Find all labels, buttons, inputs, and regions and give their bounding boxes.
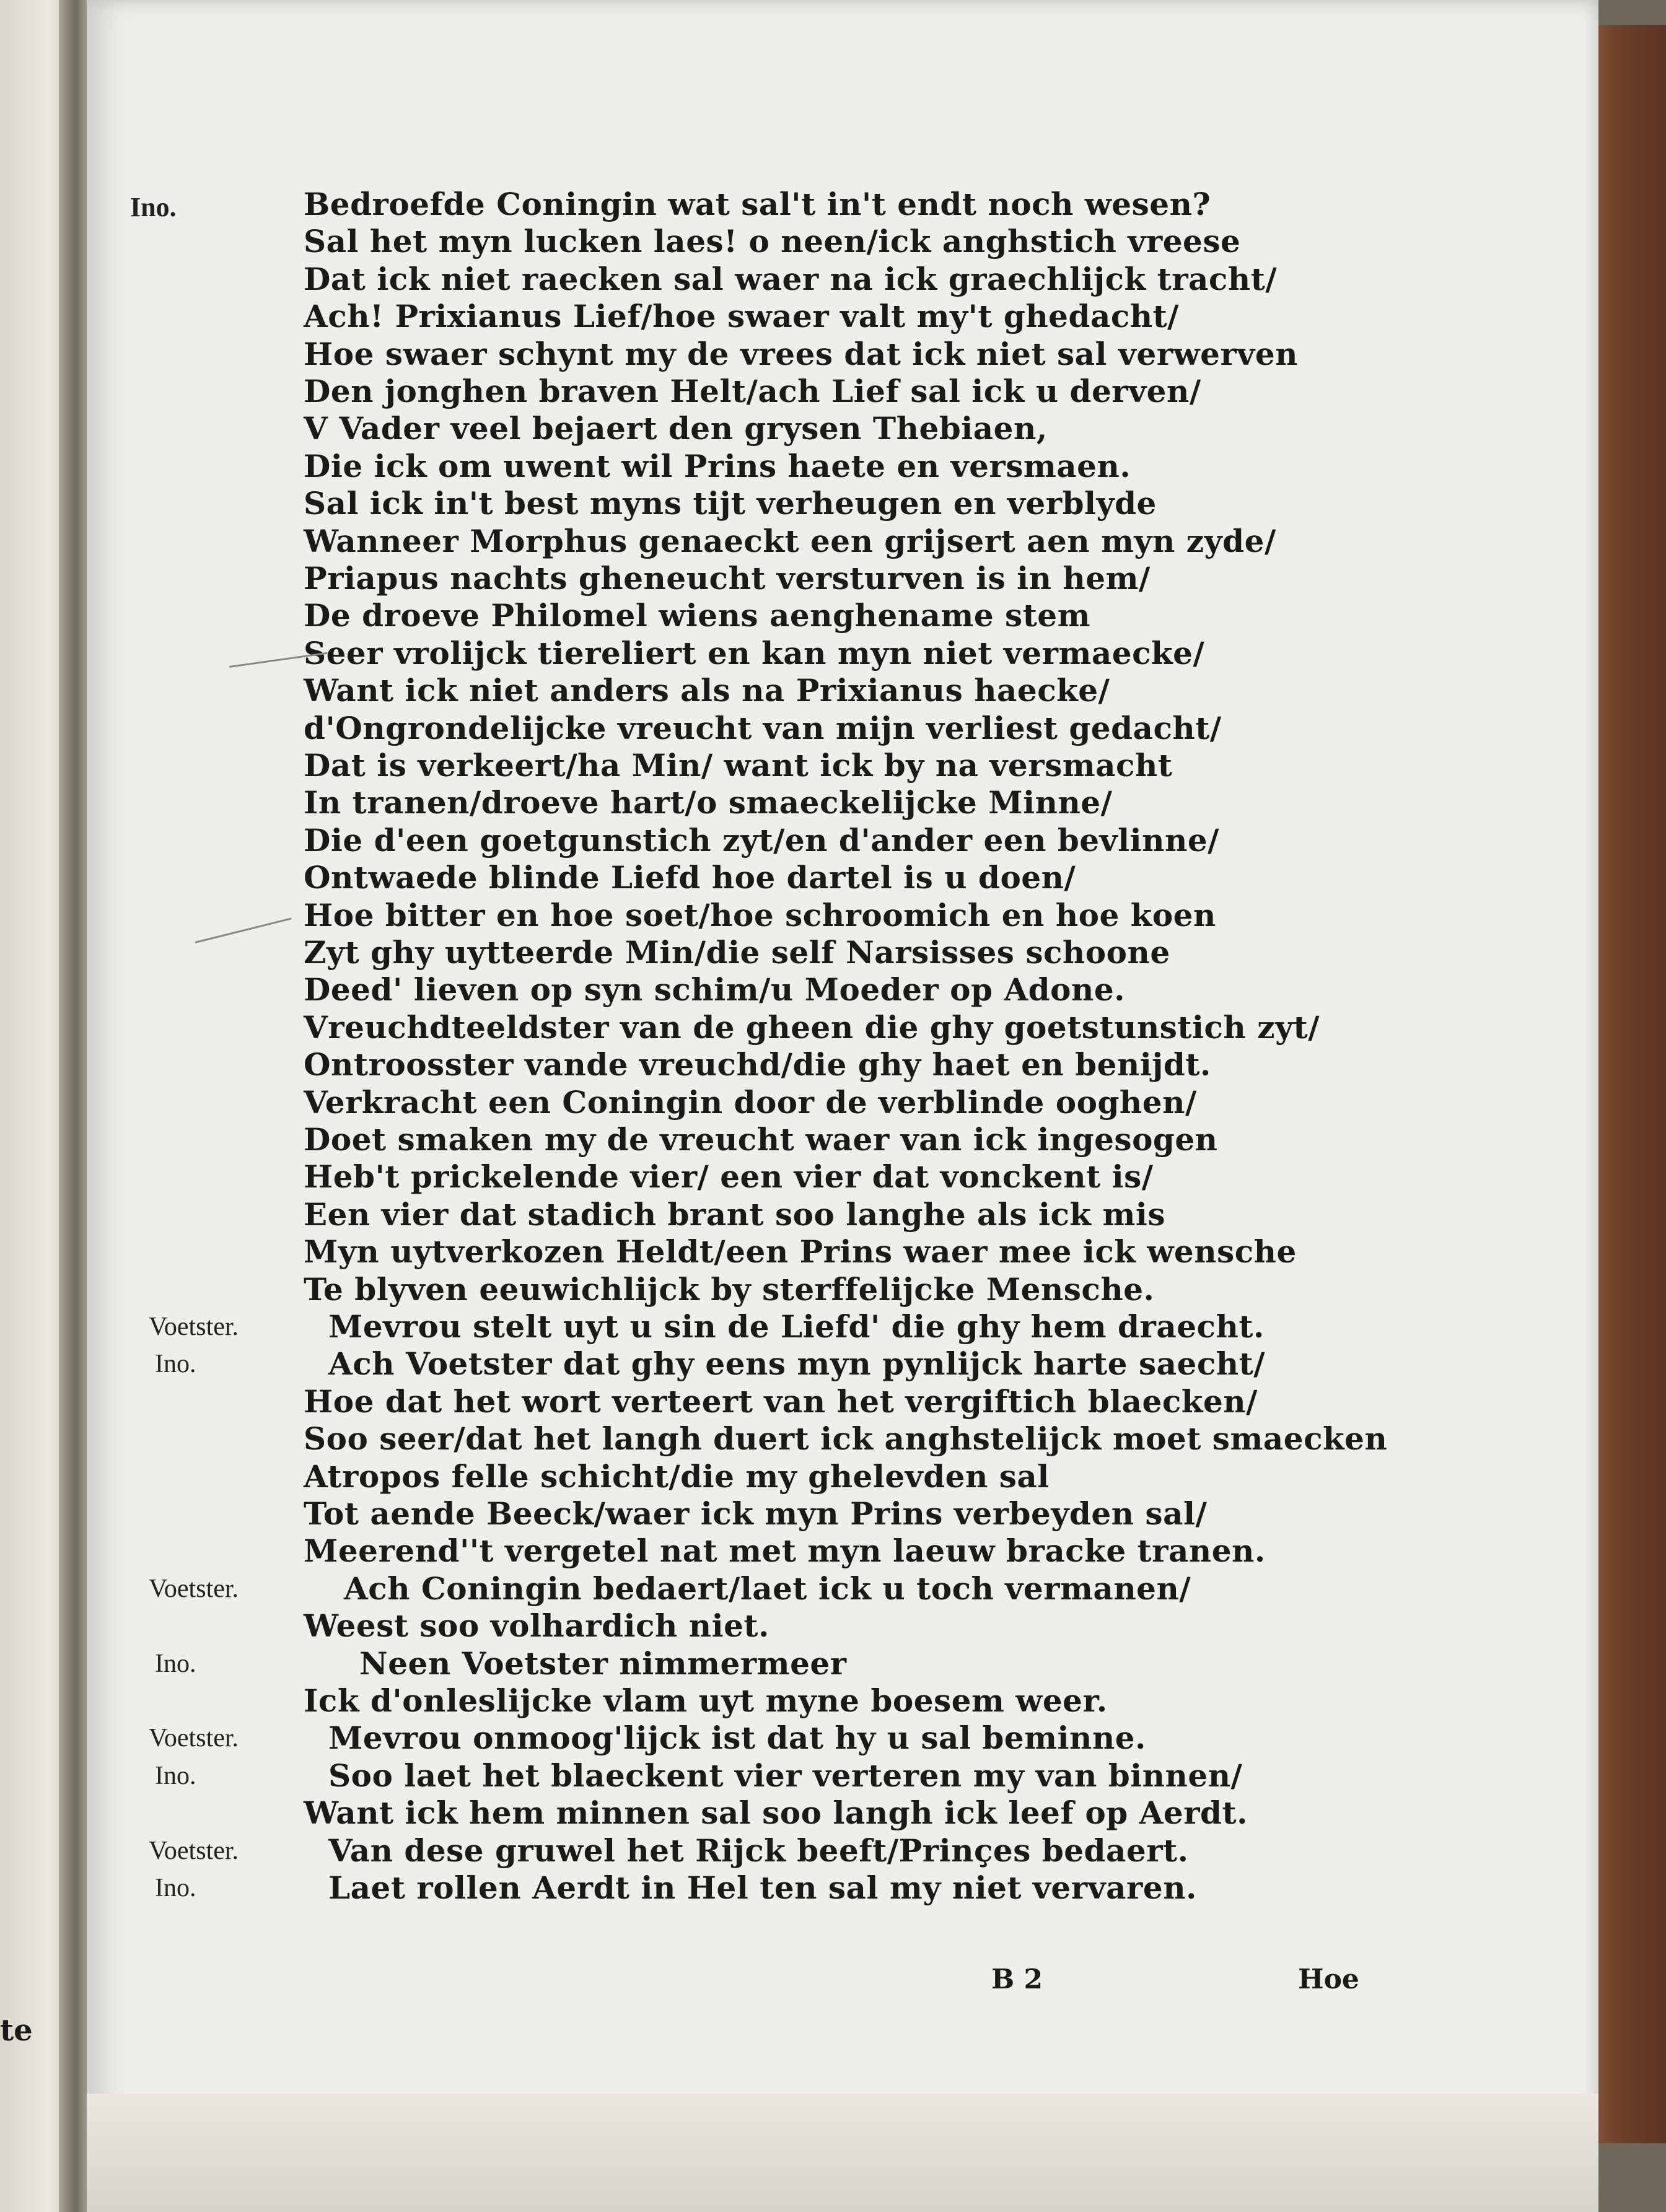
speaker-label: Voetster.	[149, 1724, 239, 1752]
verse-line: Den jonghen braven Helt/ach Lief sal ick u derven/	[304, 373, 1201, 409]
verse-line: Te blyven eeuwichlijck by sterffelijcke Mensche.	[304, 1271, 1155, 1308]
verse-line: Zyt ghy uytteerde Min/die self Narsisses schoone	[304, 934, 1170, 971]
verse-line: Die ick om uwent wil Prins haete en versmaen.	[304, 448, 1131, 484]
verse-line: Hoe bitter en hoe soet/hoe schroomich en hoe koen	[304, 897, 1216, 933]
verse-line: Hoe dat het wort verteert van het vergiftich blaecken/	[304, 1383, 1258, 1420]
verse-line: Mevrou onmoog'lijck ist dat hy u sal beminne.	[328, 1720, 1146, 1756]
speaker-label: Voetster.	[149, 1313, 239, 1341]
verse-line: Wanneer Morphus genaeckt een grijsert aen myn zyde/	[304, 523, 1276, 559]
verse-line: Ach Voetster dat ghy eens myn pynlijck harte saecht/	[328, 1345, 1266, 1382]
speaker-label: Ino.	[155, 1874, 196, 1902]
verse-line: Myn uytverkozen Heldt/een Prins waer mee ick wensche	[304, 1233, 1297, 1270]
verse-line: Ach! Prixianus Lief/hoe swaer valt my't ghedacht/	[304, 298, 1180, 334]
verse-line: Weest soo volhardich niet.	[304, 1607, 769, 1644]
verse-line: Want ick niet anders als na Prixianus haecke/	[304, 672, 1110, 709]
verse-line: Heb't prickelende vier/ een vier dat vonckent is/	[304, 1158, 1154, 1195]
verse-line: Doet smaken my de vreucht waer van ick ingesogen	[304, 1121, 1218, 1158]
verse-line: Atropos felle schicht/die my ghelevden sal	[304, 1458, 1050, 1495]
verse-line: De droeve Philomel wiens aenghename stem	[304, 597, 1090, 634]
catchword: Hoe	[1298, 1964, 1359, 1995]
verse-line: Die d'een goetgunstich zyt/en d'ander een bevlinne/	[304, 822, 1219, 859]
speaker-label: Ino.	[155, 1350, 196, 1378]
verse-line: Ontwaede blinde Liefd hoe dartel is u doen/	[304, 859, 1076, 896]
verse-line: Verkracht een Coningin door de verblinde ooghen/	[304, 1084, 1197, 1121]
signature-mark: B 2	[991, 1964, 1043, 1995]
verse-line: Soo laet het blaeckent vier verteren my van binnen/	[328, 1757, 1243, 1794]
verse-line: Mevrou stelt uyt u sin de Liefd' die ghy hem draecht.	[328, 1308, 1265, 1345]
facing-page	[0, 0, 68, 2212]
verse-line: Soo seer/dat het langh duert ick anghstelijck moet smaecken	[304, 1420, 1388, 1457]
verse-line: Ach Coningin bedaert/laet ick u toch vermanen/	[344, 1570, 1191, 1607]
verse-line: Een vier dat stadich brant soo langhe als ick mis	[304, 1196, 1166, 1233]
verse-line: Neen Voetster nimmermeer	[359, 1645, 847, 1682]
verse-line: d'Ongrondelijcke vreucht van mijn verliest gedacht/	[304, 710, 1222, 746]
verse-line: Deed' lieven op syn schim/u Moeder op Adone.	[304, 971, 1126, 1008]
page-bottom-edge	[87, 2094, 1598, 2212]
verse-line: Dat is verkeert/ha Min/ want ick by na versmacht	[304, 747, 1173, 784]
facing-page-text: te	[0, 2013, 33, 2048]
verse-line: Sal het myn lucken laes! o neen/ick anghstich vreese	[304, 223, 1241, 260]
speaker-label-header: Ino.	[130, 192, 177, 222]
verse-line: Bedroefde Coningin wat sal't in't endt noch wesen?	[304, 186, 1211, 222]
verse-line: Meerend''t vergetel nat met myn laeuw bracke tranen.	[304, 1532, 1266, 1569]
verse-line: Tot aende Beeck/waer ick myn Prins verbeyden sal/	[304, 1495, 1208, 1532]
verse-line: Laet rollen Aerdt in Hel ten sal my niet vervaren.	[328, 1869, 1197, 1906]
verse-line: V Vader veel bejaert den grysen Thebiaen,	[304, 410, 1048, 447]
verse-line: Sal ick in't best myns tijt verheugen en verblyde	[304, 485, 1157, 522]
verse-line: Seer vrolijck tiereliert en kan myn niet vermaecke/	[304, 635, 1205, 671]
verse-line: Ick d'onleslijcke vlam uyt myne boesem weer.	[304, 1682, 1108, 1719]
verse-line: Hoe swaer schynt my de vrees dat ick niet sal verwerven	[304, 336, 1299, 372]
speaker-label: Ino.	[155, 1650, 196, 1678]
speaker-label: Voetster.	[149, 1575, 239, 1603]
verse-line: Van dese gruwel het Rijck beeft/Prinçes bedaert.	[328, 1832, 1189, 1869]
verse-line: Want ick hem minnen sal soo langh ick leef op Aerdt.	[304, 1795, 1248, 1831]
verse-line: Dat ick niet raecken sal waer na ick graechlijck tracht/	[304, 261, 1278, 297]
verse-line: Ontroosster vande vreuchd/die ghy haet en benijdt.	[304, 1046, 1211, 1083]
speaker-label: Voetster.	[149, 1837, 239, 1865]
verse-line: In tranen/droeve hart/o smaeckelijcke Minne/	[304, 784, 1113, 821]
verse-line: Priapus nachts gheneucht versturven is in hem/	[304, 560, 1151, 597]
speaker-label: Ino.	[155, 1762, 196, 1790]
verse-line: Vreuchdteeldster van de gheen die ghy goetstunstich zyt/	[304, 1009, 1320, 1046]
